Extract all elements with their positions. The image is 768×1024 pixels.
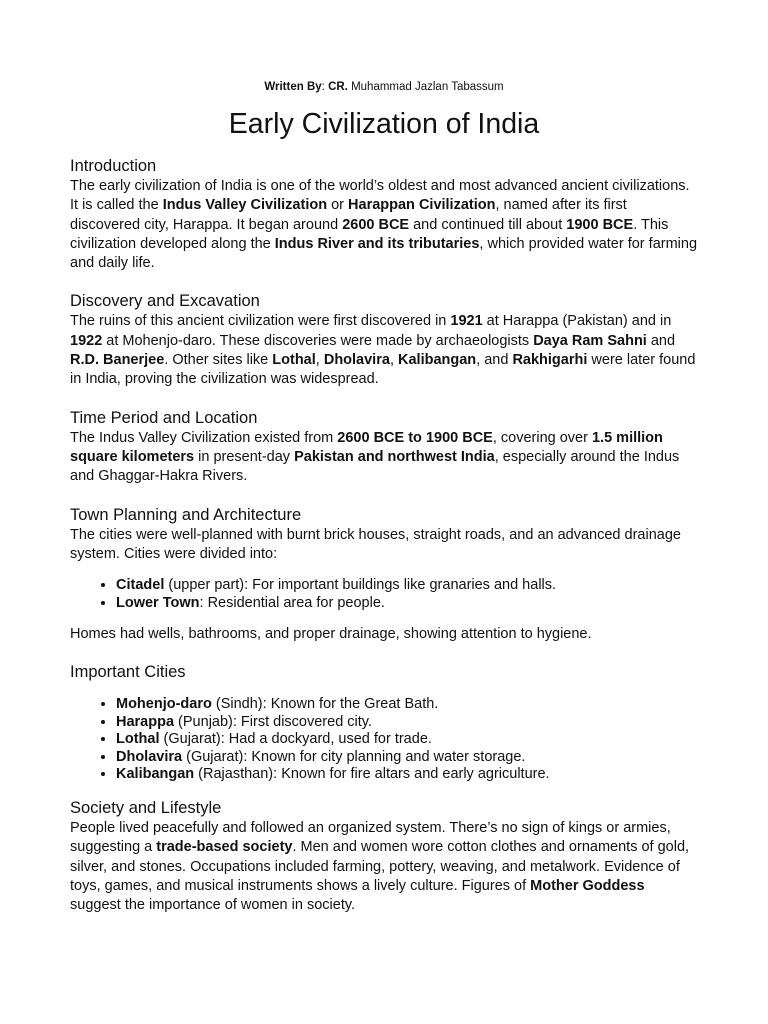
paragraph-town-planning: The cities were well-planned with burnt brick houses, straight roads, and an advanced drainage system. Cities were divided into: — [70, 526, 681, 562]
heading-society: Society and Lifestyle — [70, 798, 222, 817]
list-item: • Kalibangan (Rajasthan): Known for fire altars and early agriculture. — [116, 766, 698, 784]
heading-town-planning: Town Planning and Architecture — [70, 505, 302, 524]
byline-author: Muhammad Jazlan Tabassum — [347, 81, 504, 93]
list-item: • Mohenjo-daro (Sindh): Known for the Great Bath. — [116, 696, 698, 714]
paragraph-time-period: The Indus Valley Civilization existed from 2600 BCE to 1900 BCE, covering over 1.5 million square kilometers in present-day Pakistan and northwest India, especially around the Indus and Ghaggar-Hakra Rivers. — [70, 429, 680, 485]
heading-important-cities: Important Cities — [70, 663, 186, 682]
list-item: • Lower Town: Residential area for people. — [116, 595, 698, 613]
list-item: • Citadel (upper part): For important buildings like granaries and halls. — [116, 577, 698, 595]
byline-label: Written By — [264, 81, 322, 93]
paragraph-discovery: The ruins of this ancient civilization were first discovered in 1921 at Harappa (Pakistan) and in 1922 at Mohenjo-daro. These discoveries were made by archaeologists Daya Ram Sahni and R.D. Banerjee. Other sites like Lothal, Dholavira, Kalibangan, and Rakhigarhi were later found in India, proving the civilization was widespread. — [70, 313, 696, 388]
list-city-divisions — [70, 577, 698, 612]
paragraph-society: People lived peacefully and followed an organized system. There’s no sign of kings or armies, suggesting a trade-based society. Men and women wore cotton clothes and ornaments of gold, silver, and stones. Occupations included farming, pottery, weaving, and metalwork. Evidence of toys, games, and musical instruments shows a lively culture. Figures of Mother Goddess suggest the importance of women in society. — [70, 819, 690, 914]
list-item: • Harappa (Punjab): First discovered city. — [116, 714, 698, 732]
byline — [70, 0, 698, 94]
heading-introduction: Introduction — [70, 157, 157, 175]
paragraph-introduction: The early civilization of India is one of the world’s oldest and most advanced ancient civilizations. It is called the Indus Valley Civilization or Harappan Civilization, named after its first discovered city, Harappa. It began around 2600 BCE and continued till about 1900 BCE. This civilization developed along the Indus River and its tributaries, which provided water for farming and daily life. — [70, 178, 698, 272]
paragraph-homes: Homes had wells, bathrooms, and proper drainage, showing attention to hygiene. — [70, 626, 592, 643]
list-item: • Lothal (Gujarat): Had a dockyard, used for trade. — [116, 731, 698, 749]
byline-prefix: CR. — [328, 81, 348, 93]
list-item: • Dholavira (Gujarat): Known for city planning and water storage. — [116, 749, 698, 767]
heading-discovery: Discovery and Excavation — [70, 292, 260, 311]
list-important-cities — [70, 696, 698, 784]
byline-colon: : — [321, 81, 325, 93]
heading-time-period: Time Period and Location — [70, 408, 258, 427]
document-title: Early Civilization of India — [228, 108, 540, 140]
